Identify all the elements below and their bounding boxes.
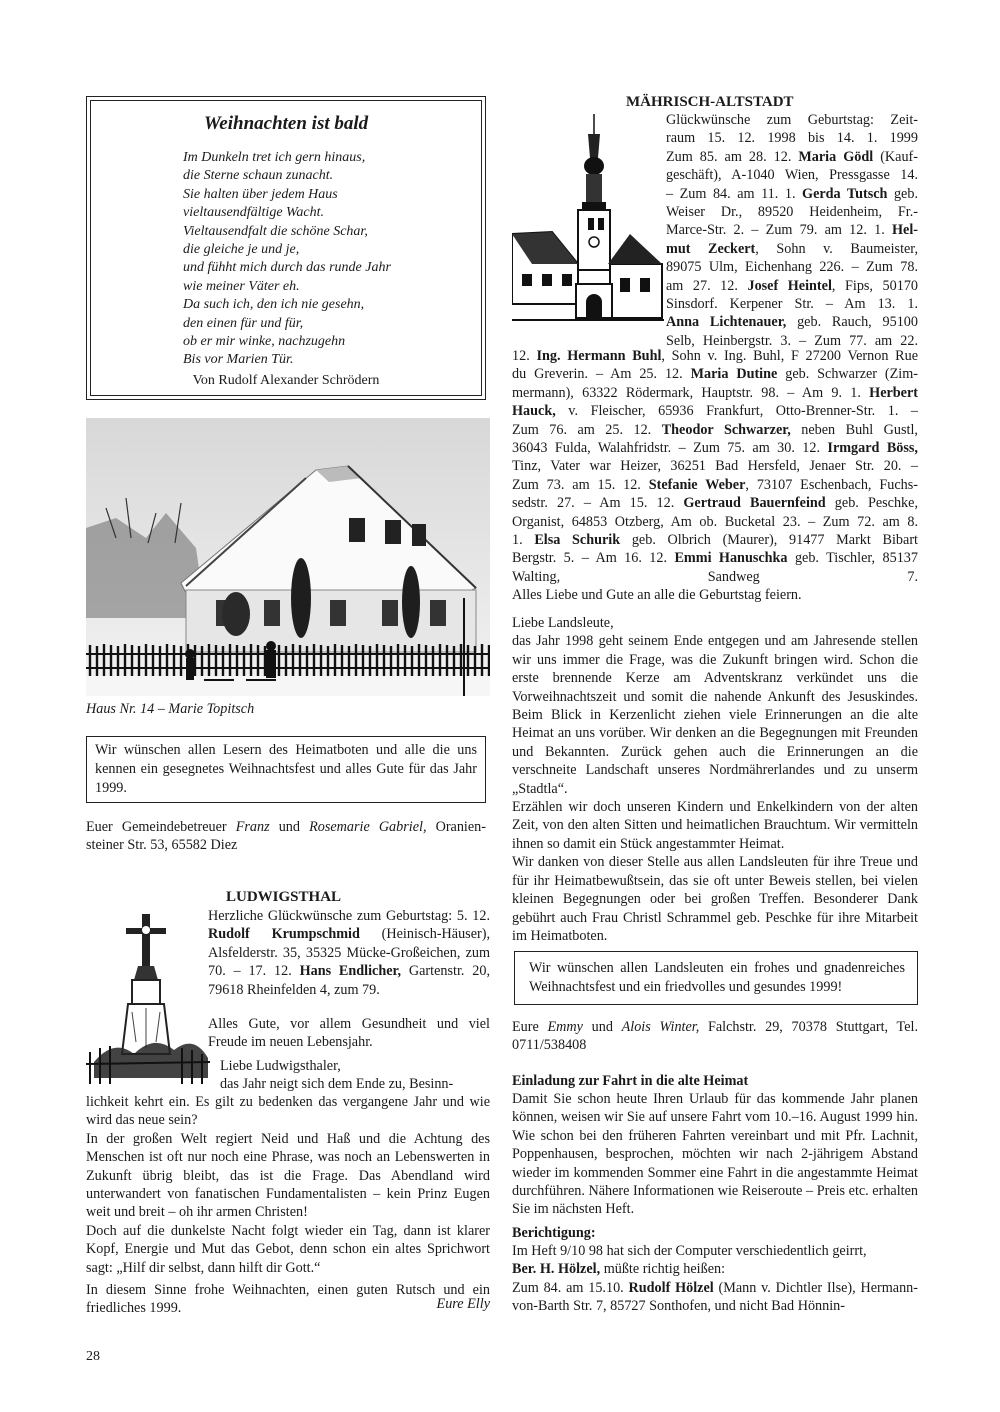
text-line: am 27. 12. Josef Heintel, Fips, 50170: [666, 277, 918, 294]
ludwigsthal-salutation: Liebe Ludwigsthaler,: [220, 1058, 341, 1074]
correction-text: Im Heft 9/10 98 hat sich der Computer verschiedentlich geirrt, Ber. H. Hölzel, müßte richtig heißen: Zum 84. am 15.10. Rudolf Hölzel (Mann v. Dichtler Ilse), Hermann-von-Barth Str. 7, 85727 Sonthofen, und nicht Bad Hönnin-: [512, 1243, 918, 1315]
house-photo: [86, 418, 490, 696]
text-line: 89075 Ulm, Eichenhang 226. – Zum 78.: [666, 259, 918, 276]
text-line: raum 15. 12. 1998 bis 14. 1. 1999: [666, 130, 918, 147]
poem-line: Vieltausendfalt die schöne Schar,: [183, 223, 368, 239]
text-line: Glückwünsche zum Geburtstag: Zeit-: [666, 112, 918, 128]
poem-line: vieltausendfältige Wacht.: [183, 205, 325, 221]
poem-line: Da such ich, den ich nie gesehn,: [183, 297, 365, 313]
text-line: Zum 73. am 15. 12. Stefanie Weber, 73107 Eschenbach, Fuchs-: [512, 476, 918, 493]
poem-line: Im Dunkeln tret ich gern hinaus,: [183, 150, 366, 165]
text-line: Tinz, Vater war Heizer, 36251 Bad Hersfeld, Jenaer Str. 20. –: [512, 458, 918, 475]
text-line: Marce-Str. 2. – Zum 79. am 12. 1. Hel-: [666, 222, 918, 239]
ludwigsthal-greetings: Herzliche Glückwünsche zum Geburtstag: 5. 12. Rudolf Krumpschmid (Heinisch-Häuser), Alsfelderstr. 35, 35325 Mücke-Großeichen, zum 70. – 17. 12. Hans Endlicher, Gartenstr. 20, 79618 Rheinfelden 4, zum 79.: [208, 908, 490, 998]
text-line: mut Zeckert, Sohn v. Baumeister,: [666, 240, 918, 257]
letter-salutation: Liebe Landsleute,: [512, 615, 614, 631]
text-line: Selb, Heinbergstr. 3. – Zum 77. am 22.: [666, 332, 918, 349]
poem-line: und fühht mich durch das runde Jahr: [183, 260, 391, 276]
text-line: Sinsdorf. Kerpener Str. – Am 13. 1.: [666, 296, 918, 313]
poem-line: ob er mir winke, nachzugehn: [183, 334, 346, 350]
poem-line: Bis vor Marien Tür.: [183, 352, 294, 368]
cross-illustration: [86, 912, 210, 1092]
correction-heading: Berichtigung:: [512, 1225, 596, 1241]
text-line: – Zum 84. am 11. 1. Gerda Tutsch geb.: [666, 185, 918, 202]
invitation-heading: Einladung zur Fahrt in die alte Heimat: [512, 1073, 749, 1089]
text-line: Alles Liebe und Gute an alle die Geburtstag feiern.: [512, 587, 802, 604]
poem-author: Von Rudolf Alexander Schrödern: [192, 373, 380, 388]
letter-paragraph: Wir danken von dieser Stelle aus allen Landsleuten für ihre Treue und für ihr Heimatbewußtsein, das sie oft unter Beweis stellen, bei vielen kleinen Begegnungen oder bei großen Treffen. Besonderer Dank gebührt auch Frau Christl Schrammel geb. Peschke für ihre Mitarbeit im Heimatboten.: [512, 854, 918, 944]
page-number: 28: [86, 1349, 100, 1364]
text-line: sedstr. 27. – Am 15. 12. Gertraud Bauernfeind geb. Peschke,: [512, 495, 918, 512]
poem-line: wie meiner Väter eh.: [183, 278, 300, 294]
text-line: 12. Ing. Hermann Buhl, Sohn v. Ing. Buhl, F 27200 Vernon Rue: [512, 348, 918, 364]
signature-left: Euer Gemeindebetreuer Franz und Rosemarie Gabriel, Oranien-steiner Str. 53, 65582 Diez: [86, 819, 486, 854]
text-line: Zum 76. am 25. 12. Theodor Schwarzer, neben Buhl Gustl,: [512, 421, 918, 438]
text-line: Hauck, v. Fleischer, 65936 Frankfurt, Otto-Brenner-Str. 1. –: [512, 403, 918, 420]
letter-paragraph: das Jahr 1998 geht seinem Ende entgegen und am Jahresende stellen wir uns immer die Frage, was die Zukunft bringen wird. Schon die erste brennende Kerze am Adventskranz verkündet uns die Vorweihnachtszeit und somit die nahende Ankunft des Jesuskindes. Beim Blick in Kerzenlicht ziehen viele Erinnerungen an die alte Heimat an uns vorüber. Wir denken an die Begegnungen mit Freunden und Bekannten. Zurück gehen auch die Erinnerungen an die verschneite Landschaft unseres Nordmährerlandes und zu unserm „Stadtla“.: [512, 633, 918, 797]
ludwigsthal-wishes: Alles Gute, vor allem Gesundheit und viel Freude im neuen Lebensjahr.: [208, 1016, 490, 1051]
poem-line: die gleiche je und je,: [183, 242, 300, 258]
church-illustration: [512, 114, 664, 322]
photo-caption: Haus Nr. 14 – Marie Topitsch: [86, 701, 255, 717]
text-line: du Greverin. – Am 25. 12. Maria Dutine geb. Schwarzer (Zim-: [512, 366, 918, 383]
text-line: 36043 Fulda, Walahfridstr. – Zum 75. am 30. 12. Irmgard Böss,: [512, 440, 918, 457]
ludwigsthal-letter-body: lichkeit kehrt ein. Es gilt zu bedenken das vergangene Jahr und wie wird das neue sein? In der großen Welt regiert Neid und Haß und die Achtung des Menschen ist oft nur noch eine Phrase, was noch an Lebenswerten in Zukunft übrig bleibt, das ist die Frage. Das Abendland wird unterwandert von fanatischen Fundamentalisten – kein Prinz Eugen weit und breit – oh ihr armen Christen! Doch auf die dunkelste Nacht folgt wieder ein Tag, dann ist klarer Kopf, Energie und Mut das Gebot, denn schon ein altes Sprichwort sagt: „Hilf dir selbst, dann hilft dir Gott.“ In diesem Sinne frohe Weihnachten, einen guten Rutsch und ein friedliches 1999.: [86, 1094, 490, 1317]
letter-paragraph: Erzählen wir doch unseren Kindern und Enkelkindern von der alten Zeit, von den alten Sitten und heimatlichen Brauchtum. Wir vermitteln ihnen so damit ein Stück angestammter Heimat.: [512, 799, 918, 852]
poem-box: [86, 96, 486, 400]
ludwigsthal-heading: LUDWIGSTHAL: [226, 889, 342, 905]
poem-line: den einen für und für,: [183, 315, 304, 331]
ludwigsthal-letter-start: das Jahr neigt sich dem Ende zu, Besinn-: [220, 1076, 454, 1092]
poem-lines: [183, 149, 391, 370]
text-line: 1. Elsa Schurik geb. Olbrich (Maurer), 91477 Markt Bibart: [512, 532, 918, 549]
greeting-box-right: Wir wünschen allen Landsleuten ein frohes und gnadenreiches Weihnachtsfest und ein friedvolles und gesundes 1999!: [514, 951, 918, 1005]
greeting-box-left: Wir wünschen allen Lesern des Heimatboten und alle die uns kennen ein gesegnetes Weihnachtsfest und alles Gute für das Jahr 1999.: [86, 736, 486, 803]
poem-title: Weihnachten ist bald: [203, 113, 369, 134]
text-line: Weiser Dr., 89520 Heidenheim, Fr.-: [666, 204, 918, 221]
poem-line: Sie halten über jedem Haus: [183, 186, 338, 202]
signature-right: Eure Emmy und Alois Winter, Falchstr. 29, 70378 Stuttgart, Tel. 0711/538408: [512, 1019, 918, 1054]
altstadt-greetings-full: [512, 347, 918, 605]
text-line: mermann), 63322 Rödermark, Hauptstr. 98. – Am 9. 1. Herbert: [512, 384, 918, 401]
altstadt-heading: MÄHRISCH-ALTSTADT: [626, 94, 794, 110]
poem-line: die Sterne schaun zunacht.: [183, 168, 334, 184]
text-line: Walting, Sandweg 7.: [512, 568, 918, 585]
text-line: Anna Lichtenauer, geb. Rauch, 95100: [666, 314, 918, 331]
altstadt-greetings-narrow: [666, 111, 918, 350]
invitation-text: Damit Sie schon heute Ihren Urlaub für das kommende Jahr planen können, weisen wir Sie auf unsere Fahrt vom 10.–16. August 1999 hin. Wie schon bei den früheren Fahrten vereinbart und mit Pfr. Lachnit, Poppenhausen, besprochen, möchten wir nach 2-jährigem Abstand wieder im kommenden Sommer eine Fahrt in die angestammte Heimat durchführen. Nähere Informationen wie Reiseroute – Preis etc. erhalten Sie im nächsten Heft.: [512, 1091, 918, 1218]
text-line: Bergstr. 5. – Am 16. 12. Emmi Hanuschka geb. Tischler, 85137: [512, 550, 918, 567]
text-line: Organist, 64853 Otzberg, Am ob. Bucketal 23. – Zum 72. am 8.: [512, 513, 918, 530]
text-line: Zum 85. am 28. 12. Maria Gödl (Kauf-: [666, 148, 918, 165]
text-line: geschäft), A-1040 Wien, Pressgasse 14.: [666, 167, 918, 184]
ludwigsthal-signature: Eure Elly: [436, 1296, 490, 1312]
letter: [512, 614, 918, 945]
